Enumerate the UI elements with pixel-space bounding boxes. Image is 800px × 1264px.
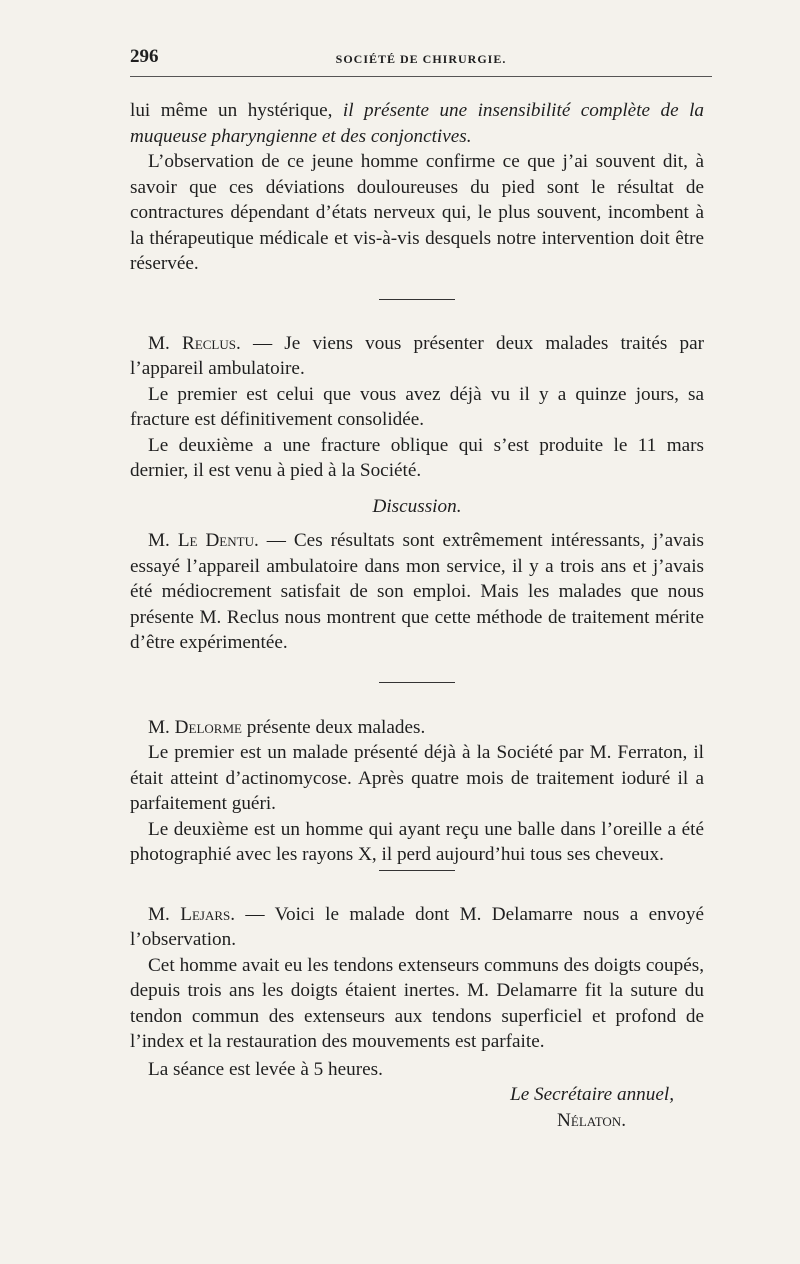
speaker-name-delorme: Delorme [174,716,242,738]
paragraph-observation: L’observation de ce jeune homme confirme ce que j’ai souvent dit, à savoir que ces déviations douloureuses du pied sont le résultat de contractures dépendant d’états nerveux qui, le plus souvent, incombent à la thérapeutique médicale et vis-à-vis desquels notre intervention doit être réservée. [130,151,704,274]
page-body [130,98,704,1133]
closing-line: La séance est levée à 5 heures. [148,1058,383,1080]
speaker-prefix: M. [148,332,183,354]
paragraph-delorme [130,715,704,741]
speaker-prefix: M. [148,716,175,738]
section-divider [379,870,455,871]
section-divider [379,299,455,300]
page-number: 296 [130,46,159,67]
speaker-prefix: M. [148,903,181,925]
paragraph-lejars-detail: Cet homme avait eu les tendons extenseurs communs des doigts coupés, depuis trois ans les doigts étaient inertes. M. Delamarre fit la suture du tendon commun des extenseurs aux tendons superficiel et profond de l’index et la restauration des mouvements est parfaite. [130,954,704,1052]
discussion-heading: Discussion. [372,495,462,517]
paragraph-delorme-second: Le deuxième est un homme qui ayant reçu une balle dans l’oreille a été photographié avec les rayons X, il perd aujourd’hui tous ses cheveux. [130,818,704,865]
page-header [130,46,712,77]
paragraph-reclus [130,331,704,382]
paragraph-delorme-first: Le premier est un malade présenté déjà à la Société par M. Ferraton, il était atteint d’actinomycose. Après quatre mois de traitement ioduré il a parfaitement guéri. [130,742,704,814]
section-divider [379,682,455,683]
paragraph-continuation [130,98,704,149]
running-title: SOCIÉTÉ DE CHIRURGIE. [335,52,507,66]
signature-title: Le Secrétaire annuel, [510,1084,674,1105]
speaker-name-ledentu: Le Dentu [177,530,254,551]
signature-name-suffix: . [621,1109,626,1131]
speaker-name-lejars: Lejars [180,903,231,925]
speaker-prefix: M. [148,530,178,551]
reclus-text: . — Je viens vous présenter deux malades traités par l’appareil ambulatoire. [130,332,704,379]
delorme-text: présente deux malades. [241,716,426,738]
continuation-text: lui même un hystérique, [130,100,343,121]
speaker-name-reclus: Reclus [182,332,236,354]
paragraph-reclus-second: Le deuxième a une fracture oblique qui s’est produite le 11 mars dernier, il est venu à pied à la Société. [130,434,704,481]
continuation-italic: il présente une insensibilité complète de la muqueuse pharyngienne et des conjonctives. [130,100,704,147]
signature-name: Nélaton [557,1109,622,1131]
signature-name-line [130,1108,704,1134]
paragraph-reclus-first: Le premier est celui que vous avez déjà vu il y a quinze jours, sa fracture est définitivement consolidée. [130,383,704,430]
lejars-text: . — Voici le malade dont M. Delamarre nous a envoyé l’observation. [130,903,705,950]
paragraph-ledentu [130,528,704,656]
ledentu-text: . — Ces résultats sont extrêmement intéressants, j’avais essayé l’appareil ambulatoire dans mon service, il y a trois ans et j’avais été médiocrement satisfait de son emploi. Mais les malades que nous présente M. Reclus nous montrent que cette méthode de traitement mérite d’être expérimentée. [130,530,704,653]
paragraph-lejars [130,902,704,953]
